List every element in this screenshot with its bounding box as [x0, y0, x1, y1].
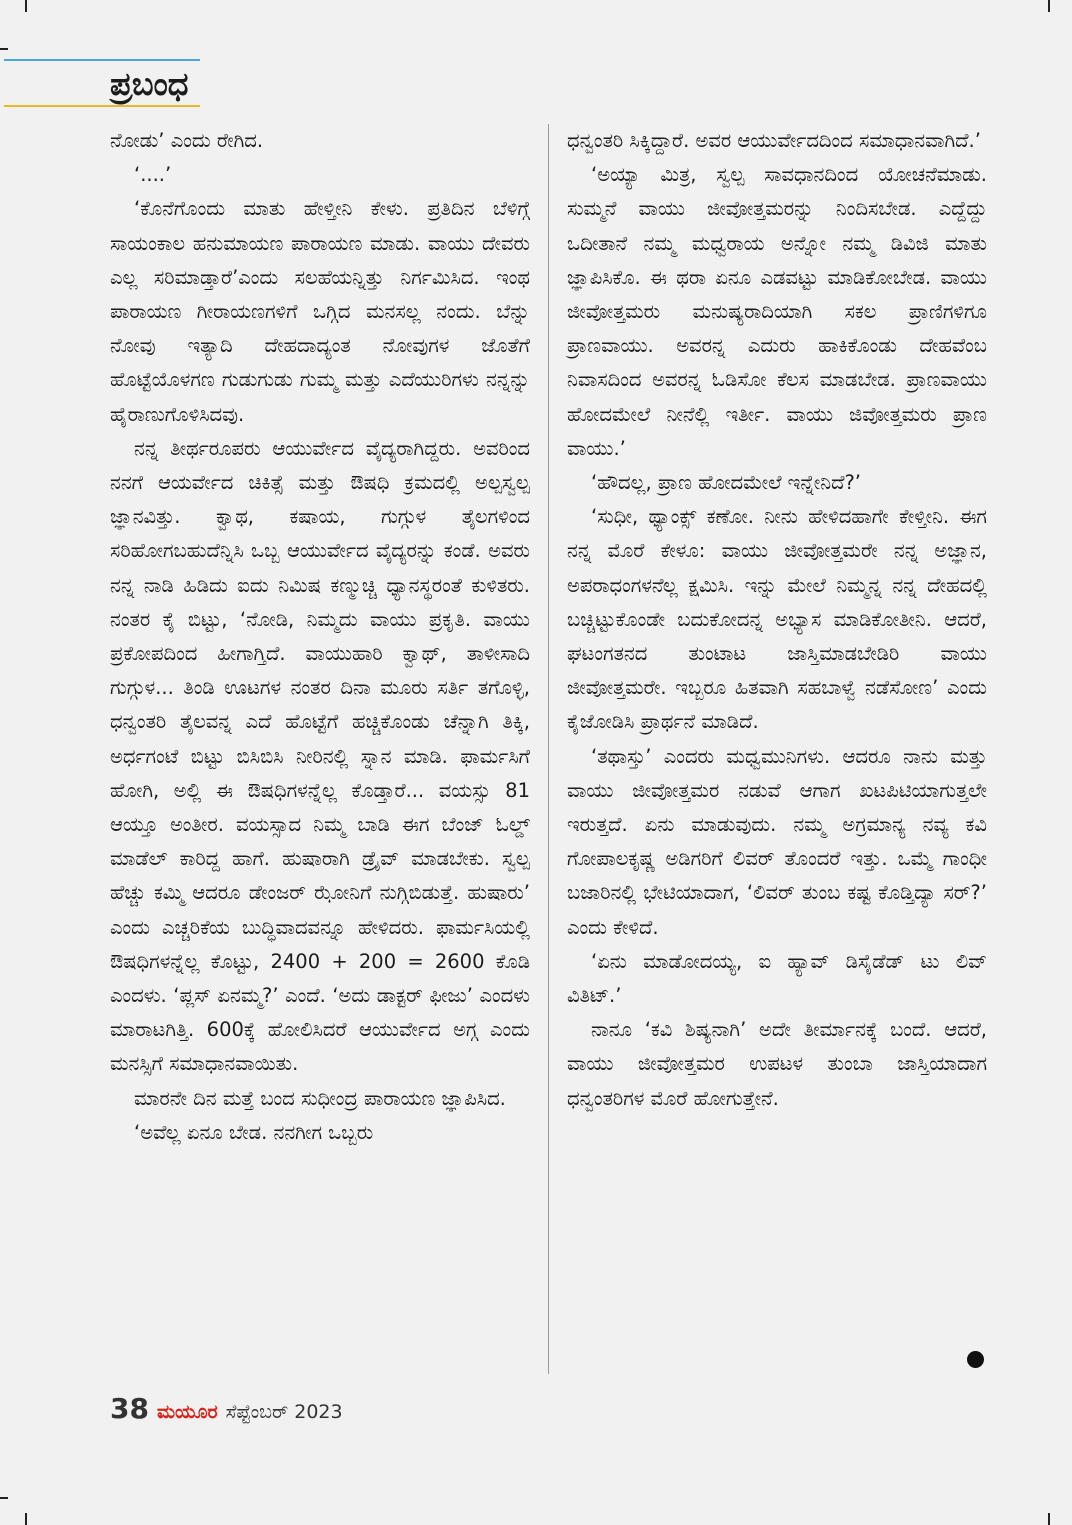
article-column-right: [567, 124, 987, 1116]
paragraph: ‘....’: [134, 163, 172, 187]
crop-mark: [25, 0, 27, 12]
paragraph: ‘ಹೌದಲ್ಲ, ಪ್ರಾಣ ಹೋದಮೇಲೆ ಇನ್ನೇನಿದೆ?’: [591, 471, 861, 495]
crop-mark: [0, 48, 8, 50]
crop-mark: [1048, 0, 1050, 12]
crop-mark: [1048, 1513, 1050, 1525]
paragraph: ‘ಕೊನೆಗೊಂದು ಮಾತು ಹೇಳ್ತೀನಿ ಕೇಳು. ಪ್ರತಿದಿನ ಬೆಳಿಗ್ಗೆ ಸಾಯಂಕಾಲ ಹನುಮಾಯಣ ಪಾರಾಯಣ ಮಾಡು. ವಾಯು ದೇವರು ಎಲ್ಲ ಸರಿಮಾಡ್ತಾರೆ’ಎಂದು ಸಲಹೆಯನ್ನಿತ್ತು ನಿರ್ಗಮಿಸಿದ. ಇಂಥ ಪಾರಾಯಣ ಗೀರಾಯಣಗಳಿಗೆ ಒಗ್ಗಿದ ಮನಸಲ್ಲ ನಂದು. ಬೆನ್ನು ನೋವು ಇತ್ಯಾದಿ ದೇಹದಾದ್ಯಂತ ನೋವುಗಳ ಜೊತೆಗೆ ಹೊಟ್ಟೆಯೊಳಗಣ ಗುಡುಗುಡು ಗುಮ್ಮ ಮತ್ತು ಎದೆಯುರಿಗಳು ನನ್ನನ್ನು ಹೈರಾಣುಗೊಳಿಸಿದವು.: [110, 197, 530, 426]
paragraph: ನೋಡು’ ಎಂದು ರೇಗಿದ.: [110, 129, 264, 152]
column-divider: [548, 124, 549, 1374]
paragraph: ‘ಏನು ಮಾಡೋದಯ್ಯ, ಐ ಹ್ಯಾವ್ ಡಿಸೈಡೆಡ್ ಟು ಲಿವ್ ವಿತಿಟ್.’: [567, 949, 987, 1008]
header-bottom-rule: [4, 105, 200, 107]
paragraph: ‘ಸುಧೀ, ಥ್ಯಾಂಕ್ಸ್ ಕಣೋ. ನೀನು ಹೇಳಿದಹಾಗೇ ಕೇಳ್ತೀನಿ. ಈಗ ನನ್ನ ಮೊರೆ ಕೇಳೂ: ವಾಯು ಜೀವೋತ್ತಮರೇ ನನ್ನ ಅಜ್ಞಾನ, ಅಪರಾಧಂಗಳನೆಲ್ಲ ಕ್ಷಮಿಸಿ. ಇನ್ನು ಮೇಲೆ ನಿಮ್ಮನ್ನ ನನ್ನ ದೇಹದಲ್ಲಿ ಬಚ್ಚಿಟ್ಟುಕೊಂಡೇ ಬದುಕೋದನ್ನ ಅಭ್ಯಾಸ ಮಾಡಿಕೋತೀನಿ. ಆದರೆ, ಘಟಂಗತನದ ತುಂಟಾಟ ಜಾಸ್ತಿಮಾಡಬೇಡಿರಿ ವಾಯು ಜೀವೋತ್ತಮರೇ. ಇಬ್ಬರೂ ಹಿತವಾಗಿ ಸಹಬಾಳ್ವೆ ನಡೆಸೋಣ’ ಎಂದು ಕೈಜೋಡಿಸಿ ಪ್ರಾರ್ಥನೆ ಮಾಡಿದೆ.: [567, 505, 987, 734]
header-top-rule: [4, 59, 200, 61]
magazine-logo: ಮಯೂರ: [156, 1401, 218, 1423]
paragraph: ‘ಅಯ್ಯಾ ಮಿತ್ರ, ಸ್ವಲ್ಪ ಸಾವಧಾನದಿಂದ ಯೋಚನೆಮಾಡು. ಸುಮ್ಮನೆ ವಾಯು ಜೀವೋತ್ತಮರನ್ನು ನಿಂದಿಸಬೇಡ. ಎದ್ದೆದ್ದು ಒದೀತಾನೆ ನಮ್ಮ ಮಧ್ವರಾಯ ಅನ್ನೋ ನಮ್ಮ ಡಿವಿಜಿ ಮಾತು ಜ್ಞಾಪಿಸಿಕೊ. ಈ ಥರಾ ಏನೂ ಎಡವಟ್ಟು ಮಾಡಿಕೋಬೇಡ. ವಾಯು ಜೀವೋತ್ತಮರು ಮನುಷ್ಯರಾದಿಯಾಗಿ ಸಕಲ ಪ್ರಾಣಿಗಳಿಗೂ ಪ್ರಾಣವಾಯು. ಅವರನ್ನ ಎದುರು ಹಾಕಿಕೊಂಡು ದೇಹವೆಂಬ ನಿವಾಸದಿಂದ ಅವರನ್ನ ಓಡಿಸೋ ಕೆಲಸ ಮಾಡಬೇಡ. ಪ್ರಾಣವಾಯು ಹೋದಮೇಲೆ ನೀನೆಲ್ಲಿ ಇರ್ತೀ. ವಾಯು ಜಿವೋತ್ತಮರು ಪ್ರಾಣ ವಾಯು.’: [567, 163, 987, 460]
issue-date: ಸೆಪ್ಟೆಂಬರ್ 2023: [225, 1401, 343, 1423]
page-number: 38: [110, 1392, 149, 1425]
paragraph: ‘ತಥಾಸ್ತು’ ಎಂದರು ಮಧ್ವಮುನಿಗಳು. ಆದರೂ ನಾನು ಮತ್ತು ವಾಯು ಜೀವೋತ್ತಮರ ನಡುವೆ ಆಗಾಗ ಖಟಪಿಟಿಯಾಗುತ್ತಲೇ ಇರುತ್ತದೆ. ಏನು ಮಾಡುವುದು. ನಮ್ಮ ಅಗ್ರಮಾನ್ಯ ನವ್ಯ ಕವಿ ಗೋಪಾಲಕೃಷ್ಣ ಅಡಿಗರಿಗೆ ಲಿವರ್ ತೊಂದರೆ ಇತ್ತು. ಒಮ್ಮೆ ಗಾಂಧೀ ಬಜಾರಿನಲ್ಲಿ ಭೇಟಿಯಾದಾಗ, ‘ಲಿವರ್ ತುಂಬ ಕಷ್ಟ ಕೊಡ್ತಿದ್ಯಾ ಸರ್?’ ಎಂದು ಕೇಳಿದೆ.: [567, 744, 987, 939]
paragraph: ‘ಅವೆಲ್ಲ ಏನೂ ಬೇಡ. ನನಗೀಗ ಒಬ್ಬರು: [134, 1120, 374, 1144]
paragraph: ನನ್ನ ತೀರ್ಥರೂಪರು ಆಯುರ್ವೇದ ವೈದ್ಯರಾಗಿದ್ದರು. ಅವರಿಂದ ನನಗೆ ಆಯರ್ವೇದ ಚಿಕಿತ್ಸೆ ಮತ್ತು ಔಷಧಿ ಕ್ರಮದಲ್ಲಿ ಅಲ್ಪಸ್ವಲ್ಪ ಜ್ಞಾನವಿತ್ತು. ಕ್ವಾಥ, ಕಷಾಯ, ಗುಗ್ಗುಳ ತೈಲಗಳಿಂದ ಸರಿಹೋಗಬಹುದೆನ್ನಿಸಿ ಒಬ್ಬ ಆಯುರ್ವೇದ ವೈದ್ಯರನ್ನು ಕಂಡೆ. ಅವರು ನನ್ನ ನಾಡಿ ಹಿಡಿದು ಐದು ನಿಮಿಷ ಕಣ್ಮುಚ್ಚಿ ಧ್ಯಾನಸ್ಥರಂತೆ ಕುಳಿತರು. ನಂತರ ಕೈ ಬಿಟ್ಟು, ‘ನೋಡಿ, ನಿಮ್ಮದು ವಾಯು ಪ್ರಕೃತಿ. ವಾಯು ಪ್ರಕೋಪದಿಂದ ಹೀಗಾಗ್ತಿದೆ. ವಾಯುಹಾರಿ ಕ್ವಾಥ್, ತಾಳೀಸಾದಿ ಗುಗ್ಗುಳ... ತಿಂಡಿ ಊಟಗಳ ನಂತರ ದಿನಾ ಮೂರು ಸರ್ತಿ ತಗೊಳ್ಳಿ, ಧನ್ವಂತರಿ ತೈಲವನ್ನ ಎದೆ ಹೊಟ್ಟೆಗೆ ಹಚ್ಚಿಕೊಂಡು ಚೆನ್ನಾಗಿ ತಿಕ್ಕಿ, ಅರ್ಧಗಂಟೆ ಬಿಟ್ಟು ಬಿಸಿಬಿಸಿ ನೀರಿನಲ್ಲಿ ಸ್ನಾನ ಮಾಡಿ. ಫಾರ್ಮಸಿಗೆ ಹೋಗಿ, ಅಲ್ಲಿ ಈ ಔಷಧಿಗಳನ್ನೆಲ್ಲ ಕೊಡ್ತಾರೆ... ವಯಸ್ಸು 81 ಆಯ್ತೂ ಅಂತೀರ. ವಯಸ್ಸಾದ ನಿಮ್ಮ ಬಾಡಿ ಈಗ ಬೆಂಜ್ ಓಲ್ಡ್ ಮಾಡೆಲ್ ಕಾರಿದ್ದ ಹಾಗೆ. ಹುಷಾರಾಗಿ ಡ್ರೈವ್ ಮಾಡಬೇಕು. ಸ್ವಲ್ಪ ಹೆಚ್ಚು ಕಮ್ಮಿ ಆದರೂ ಡೇಂಜರ್ ಝೋನಿಗೆ ನುಗ್ಗಿಬಿಡುತ್ತೆ. ಹುಷಾರು’ ಎಂದು ಎಚ್ಚರಿಕೆಯ ಬುದ್ಧಿವಾದವನ್ನೂ ಹೇಳಿದರು. ಫಾರ್ಮಸಿಯಲ್ಲಿ ಔಷಧಿಗಳನ್ನೆಲ್ಲ ಕೊಟ್ಟು, 2400 + 200 = 2600 ಕೊಡಿ ಎಂದಳು. ‘ಪ್ಲಸ್ ಏನಮ್ಮ?’ ಎಂದೆ. ‘ಅದು ಡಾಕ್ಟರ್ ಫೀಜು’ ಎಂದಳು ಮಾರಾಟಗಿತ್ತಿ. 600ಕ್ಕೆ ಹೋಲಿಸಿದರೆ ಆಯುರ್ವೇದ ಅಗ್ಗ ಎಂದು ಮನಸ್ಸಿಗೆ ಸಮಾಧಾನವಾಯಿತು.: [110, 436, 530, 1076]
paragraph: ನಾನೂ ‘ಕವಿ ಶಿಷ್ಯನಾಗಿ’ ಅದೇ ತೀರ್ಮಾನಕ್ಕೆ ಬಂದೆ. ಆದರೆ, ವಾಯು ಜೀವೋತ್ತಮರ ಉಪಟಳ ತುಂಬಾ ಜಾಸ್ತಿಯಾದಾಗ ಧನ್ವಂತರಿಗಳ ಮೊರೆ ಹೋಗುತ್ತೇನೆ.: [567, 1018, 987, 1110]
crop-mark: [0, 1497, 8, 1499]
section-title: ಪ್ರಬಂಧ: [110, 65, 189, 103]
article-column-left: [110, 124, 530, 1150]
page-footer: [110, 1392, 343, 1426]
crop-mark: [25, 1513, 27, 1525]
paragraph: ಧನ್ವಂತರಿ ಸಿಕ್ಕಿದ್ದಾರೆ. ಅವರ ಆಯುರ್ವೇದದಿಂದ ಸಮಾಧಾನವಾಗಿದೆ.’: [567, 129, 981, 152]
end-of-article-dot-icon: [967, 1351, 984, 1368]
paragraph: ಮಾರನೇ ದಿನ ಮತ್ತೆ ಬಂದ ಸುಧೀಂದ್ರ ಪಾರಾಯಣ ಜ್ಞಾಪಿಸಿದ.: [134, 1086, 506, 1110]
